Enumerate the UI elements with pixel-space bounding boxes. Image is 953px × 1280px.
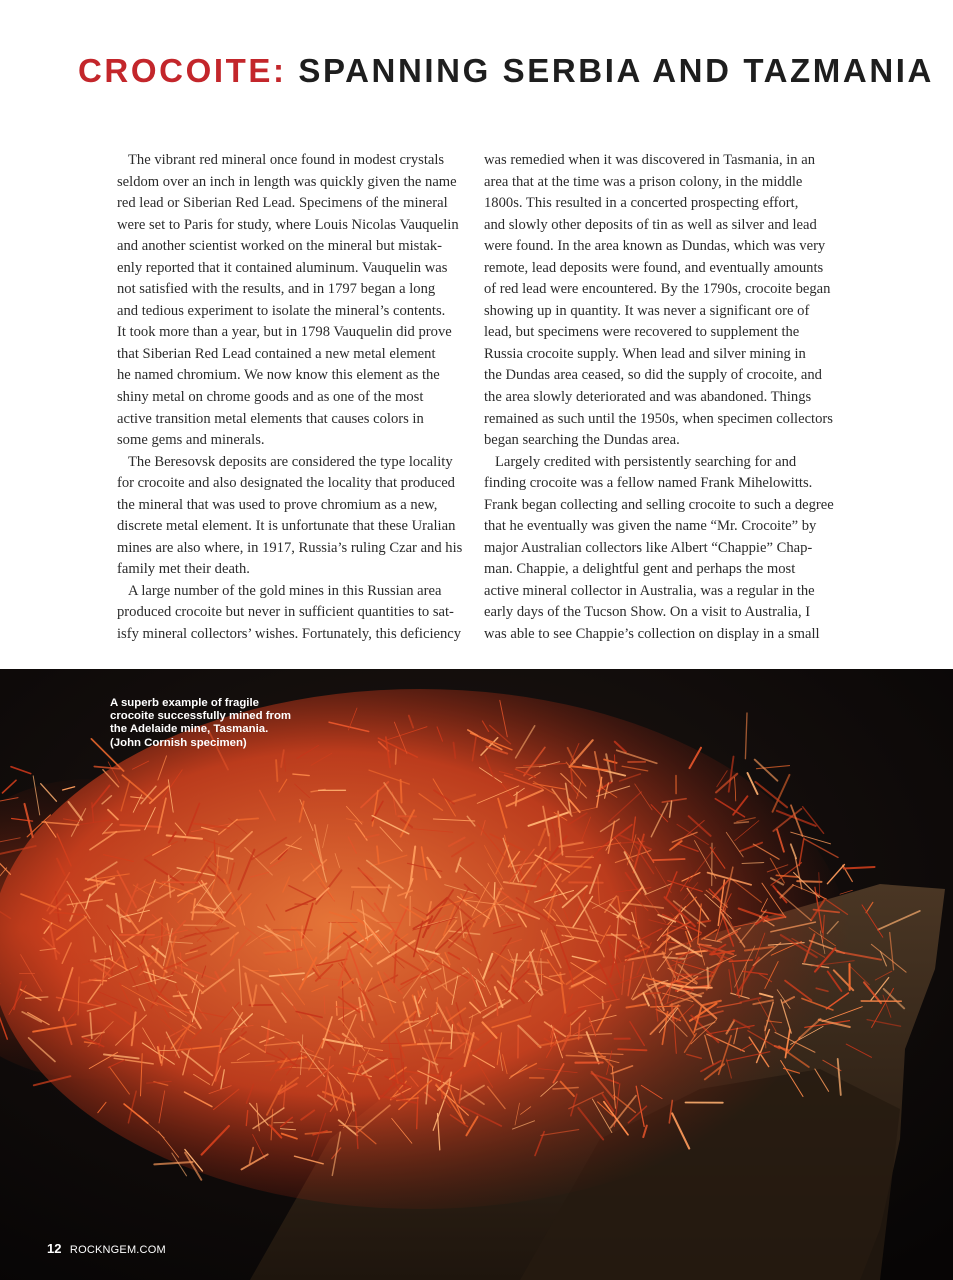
text-line: began searching the Dundas area.	[484, 432, 680, 449]
crystal-needle	[336, 1002, 337, 1016]
text-line: active transition metal elements that causes colors in	[117, 410, 424, 427]
text-line: and another scientist worked on the mineral but mistak-	[117, 238, 443, 255]
crocoite-specimen-photo	[0, 669, 953, 1280]
text-line: 1800s. This resulted in a concerted prospecting effort,	[484, 195, 799, 212]
text-line: A large number of the gold mines in this Russian area	[128, 582, 442, 599]
text-line: remained as such until the 1950s, when specimen collectors	[484, 410, 833, 427]
caption-line: (John Cornish specimen)	[110, 736, 247, 749]
website-url: ROCKNGEM.COM	[69, 1244, 166, 1256]
text-line: The vibrant red mineral once found in modest crystals	[128, 152, 445, 168]
text-line: the Dundas area ceased, so did the supply of crocoite, and	[484, 367, 822, 384]
text-line: produced crocoite but never in sufficient quantities to sat-	[117, 604, 454, 621]
text-line: The Beresovsk deposits are considered the type locality	[128, 453, 453, 470]
text-line: It took more than a year, but in 1798 Vauquelin did prove	[117, 324, 452, 341]
crystal-needle	[494, 883, 495, 900]
photo-caption	[110, 697, 320, 750]
page-number: 12	[47, 1241, 62, 1256]
text-line: shiny metal on chrome goods and as one of the most	[117, 389, 424, 406]
text-line: Frank began collecting and selling crocoite to such a degree	[484, 496, 834, 513]
text-line: he named chromium. We now know this element as the	[117, 367, 440, 384]
crystal-needle	[615, 755, 616, 771]
text-line: and slowly other deposits of tin as well as silver and lead	[484, 216, 817, 233]
text-line: discrete metal element. It is unfortunate that these Uralian	[117, 518, 456, 535]
text-line: the mineral that was used to prove chromium as a new,	[117, 496, 438, 513]
crystal-needle	[401, 780, 402, 803]
text-line: that he eventually was given the name “Mr. Crocoite” by	[484, 518, 817, 535]
text-line: finding crocoite was a fellow named Frank Mihelowitts.	[484, 475, 813, 492]
text-line: some gems and minerals.	[117, 432, 265, 449]
caption-line: A superb example of fragile	[110, 697, 259, 709]
article-column-left	[117, 150, 467, 646]
text-line: major Australian collectors like Albert “Chappie” Chap-	[484, 539, 813, 556]
text-line: Largely credited with persistently searching for and	[495, 453, 797, 470]
text-line: seldom over an inch in length was quickly given the name	[117, 173, 457, 190]
crystal-needle	[276, 760, 277, 781]
crystal-needle	[653, 859, 684, 860]
crystal-needle	[184, 925, 216, 926]
text-line: man. Chappie, a delightful gent and perhaps the most	[484, 561, 796, 578]
crystal-needle	[264, 952, 286, 953]
text-line: of red lead were encountered. By the 1790s, crocoite began	[484, 281, 831, 298]
headline-mineral-name: CROCOITE:	[78, 52, 287, 89]
page-footer	[47, 1240, 166, 1256]
text-line: red lead or Siberian Red Lead. Specimens of the mineral	[117, 195, 448, 212]
text-line: active mineral collector in Australia, was a regular in the	[484, 582, 815, 599]
text-line: showing up in quantity. It was never a significant ore of	[484, 302, 810, 319]
headline	[78, 52, 934, 90]
crystal-needle	[396, 749, 397, 764]
text-line: enly reported that it contained aluminum. Vauquelin was	[117, 259, 448, 276]
specimen-illustration	[0, 669, 953, 1280]
text-line: early days of the Tucson Show. On a visit to Australia, I	[484, 604, 811, 621]
headline-subtitle: SPANNING SERBIA AND TAZMANIA	[298, 52, 934, 89]
crystal-needle	[174, 995, 187, 996]
crystal-needle	[302, 926, 303, 946]
text-line: lead, but specimens were recovered to supplement the	[484, 324, 800, 341]
text-line: for crocoite and also designated the locality that produced	[117, 475, 455, 492]
text-line: isfy mineral collectors’ wishes. Fortunately, this deficiency	[117, 626, 462, 643]
text-line: mines are also where, in 1917, Russia’s ruling Czar and his	[117, 539, 463, 556]
crystal-needle	[566, 857, 594, 858]
crystal-needle	[672, 1004, 673, 1021]
crystal-needle	[618, 1049, 646, 1050]
text-line: was remedied when it was discovered in Tasmania, in an	[484, 152, 816, 168]
text-line: remote, lead deposits were found, and eventually amounts	[484, 259, 824, 276]
text-line: were found. In the area known as Dundas, which was very	[484, 238, 826, 255]
text-line: that Siberian Red Lead contained a new metal element	[117, 345, 436, 362]
crystal-needle	[708, 968, 709, 988]
crystal-needle	[550, 833, 551, 850]
caption-line: the Adelaide mine, Tasmania.	[110, 723, 269, 736]
text-line: area that at the time was a prison colony, in the middle	[484, 173, 803, 190]
text-line: family met their death.	[117, 561, 250, 578]
text-line: Russia crocoite supply. When lead and silver mining in	[484, 345, 806, 362]
text-line: not satisfied with the results, and in 1797 began a long	[117, 281, 436, 298]
crystal-needle	[352, 887, 391, 888]
caption-line: crocoite successfully mined from	[110, 710, 292, 723]
crystal-needle	[418, 1043, 450, 1044]
article-column-right	[484, 150, 834, 646]
text-line: the area slowly deteriorated and was abandoned. Things	[484, 389, 812, 406]
text-line: was able to see Chappie’s collection on display in a small	[484, 626, 820, 643]
text-line: were set to Paris for study, where Louis Nicolas Vauquelin	[117, 216, 459, 233]
text-line: and tedious experiment to isolate the mineral’s contents.	[117, 302, 446, 319]
